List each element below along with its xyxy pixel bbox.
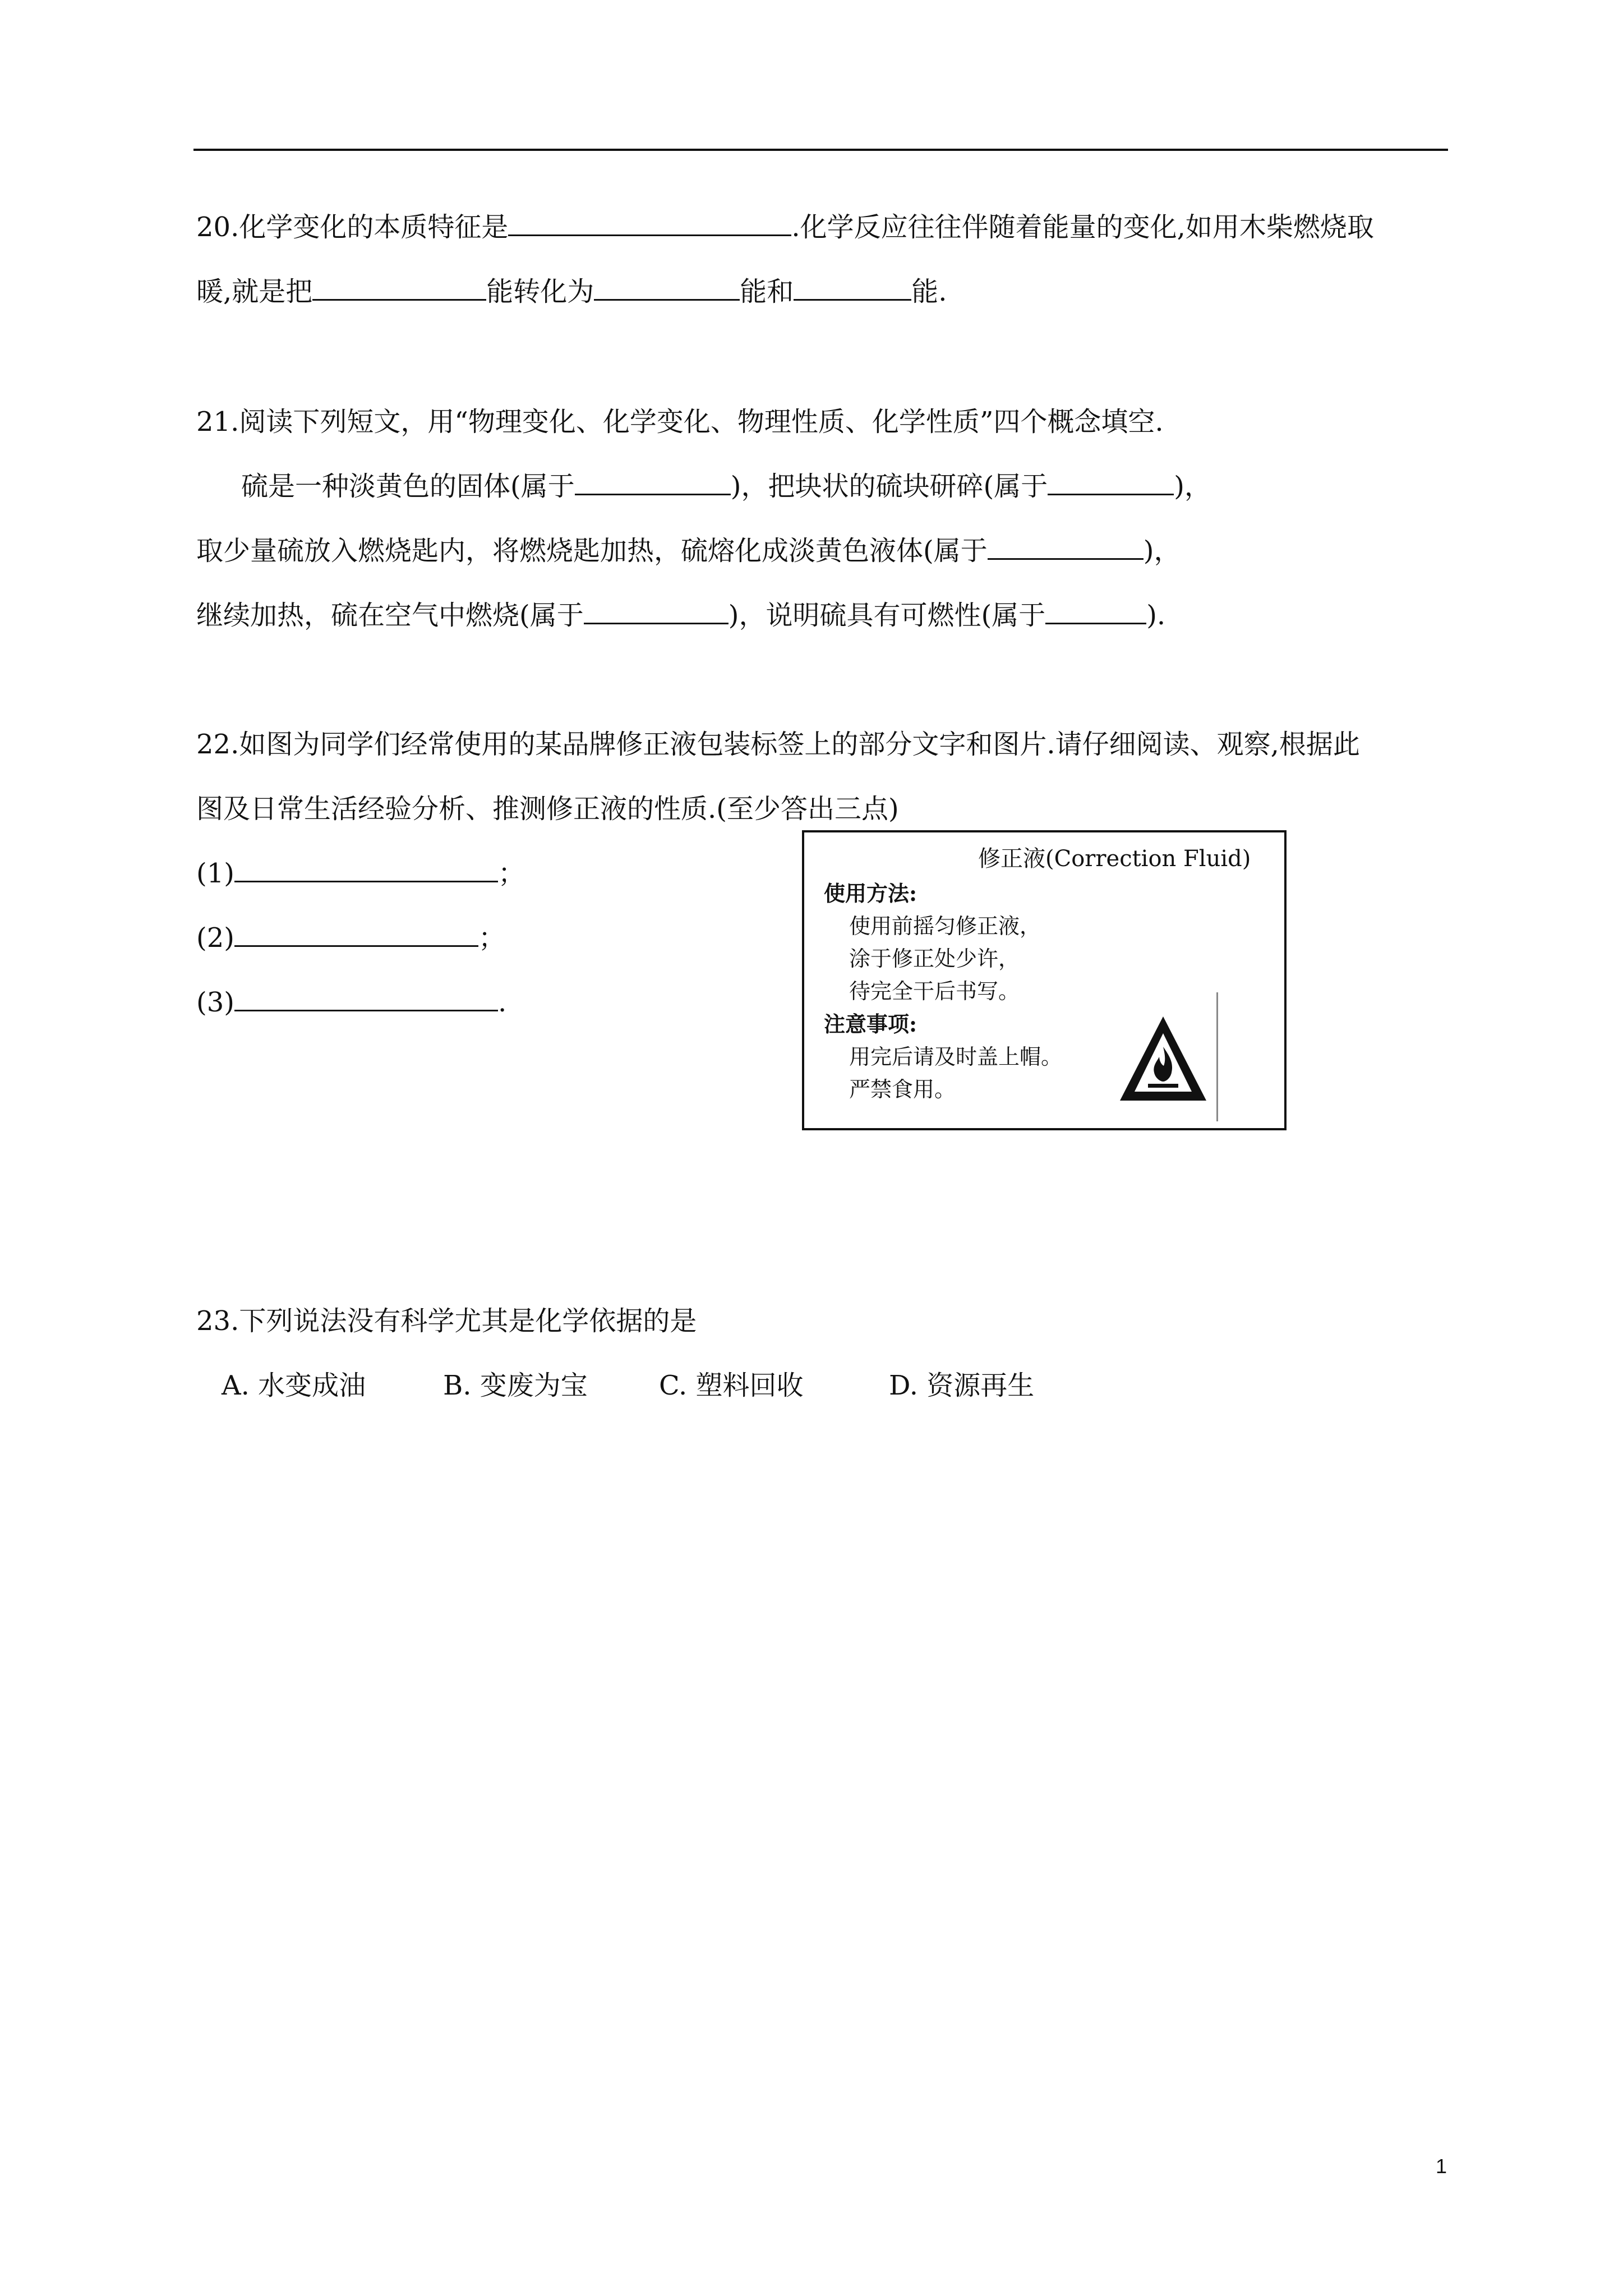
q22-answer-3 xyxy=(196,986,506,1019)
q22-blank-3[interactable] xyxy=(234,987,498,1011)
q22-blank-2[interactable] xyxy=(234,923,478,947)
usage-heading: 使用方法: xyxy=(824,881,917,906)
correction-fluid-label xyxy=(802,830,1287,1130)
q20-text: 能和 xyxy=(740,276,794,307)
q21-text: )，说明硫具有可燃性(属于 xyxy=(728,600,1046,631)
q20-text: .化学反应往往伴随着能量的变化,如用木柴燃烧取 xyxy=(791,211,1374,243)
q20-text: 暖,就是把 xyxy=(196,276,313,307)
q23-prompt: 23.下列说法没有科学尤其是化学依据的是 xyxy=(196,1305,697,1337)
answer-end: . xyxy=(498,987,507,1018)
q21-blank-3[interactable] xyxy=(988,536,1144,560)
option-c[interactable]: C. 塑料回收 xyxy=(659,1370,804,1401)
q20-blank-essence[interactable] xyxy=(508,212,791,236)
q21-line1 xyxy=(241,470,1211,503)
q22-answer-2 xyxy=(196,921,505,955)
q20-blank-energy-2[interactable] xyxy=(794,277,911,301)
q21-blank-5[interactable] xyxy=(1045,600,1146,624)
q22-answer-1 xyxy=(196,857,525,890)
usage-line: 使用前摇匀修正液， xyxy=(849,914,1041,938)
q20-line2 xyxy=(196,275,947,309)
flammable-warning-icon xyxy=(1115,1012,1211,1107)
answer-end: ； xyxy=(478,922,506,954)
q21-prompt: 21.阅读下列短文，用“物理变化、化学变化、物理性质、化学性质”四个概念填空. xyxy=(196,406,1164,438)
q21-blank-1[interactable] xyxy=(575,471,731,495)
q21-text: 取少量硫放入燃烧匙内，将燃烧匙加热，硫熔化成淡黄色液体(属于 xyxy=(196,535,988,567)
label-edge-line xyxy=(1216,992,1218,1121)
notes-line: 用完后请及时盖上帽。 xyxy=(849,1045,1063,1069)
q22-prompt-line2: 图及日常生活经验分析、推测修正液的性质.(至少答出三点) xyxy=(196,793,899,825)
q21-text: 继续加热，硫在空气中燃烧(属于 xyxy=(196,600,584,631)
q20-text: 能. xyxy=(911,276,947,307)
usage-line: 涂于修正处少许， xyxy=(849,946,1020,971)
q22-blank-1[interactable] xyxy=(234,858,498,882)
q21-text: )， xyxy=(1143,535,1181,567)
q20-line1 xyxy=(196,210,1374,244)
option-b[interactable]: B. 变废为宝 xyxy=(443,1370,588,1401)
q20-text: 能转化为 xyxy=(486,276,594,307)
q21-text: )，把块状的硫块研碎(属于 xyxy=(730,471,1048,502)
q20-blank-energy-source[interactable] xyxy=(312,277,486,301)
header-rule xyxy=(193,149,1448,151)
q21-text: 硫是一种淡黄色的固体(属于 xyxy=(241,471,575,502)
label-title: 修正液(Correction Fluid) xyxy=(978,846,1251,872)
notes-line: 严禁食用。 xyxy=(849,1077,956,1102)
q21-blank-4[interactable] xyxy=(584,600,728,624)
answer-label: (3) xyxy=(196,987,234,1018)
q21-blank-2[interactable] xyxy=(1048,471,1174,495)
answer-label: (1) xyxy=(196,858,234,889)
option-a[interactable]: A. 水变成油 xyxy=(222,1370,366,1401)
q21-line3 xyxy=(196,599,1165,632)
q20-text: 20.化学变化的本质特征是 xyxy=(196,211,509,243)
usage-line: 待完全干后书写。 xyxy=(849,979,1020,1004)
notes-heading: 注意事项: xyxy=(824,1011,917,1037)
q21-text: )， xyxy=(1174,471,1211,502)
answer-end: ； xyxy=(498,858,525,889)
q22-prompt-line1: 22.如图为同学们经常使用的某品牌修正液包装标签上的部分文字和图片.请仔细阅读、观察,根据此 xyxy=(196,729,1360,760)
option-d[interactable]: D. 资源再生 xyxy=(889,1370,1035,1401)
q21-text: ). xyxy=(1146,600,1166,631)
q21-line2 xyxy=(196,534,1181,568)
answer-label: (2) xyxy=(196,922,234,954)
q20-blank-energy-1[interactable] xyxy=(594,277,740,301)
page-number: 1 xyxy=(1436,2155,1447,2178)
q23-options xyxy=(222,1369,1034,1402)
